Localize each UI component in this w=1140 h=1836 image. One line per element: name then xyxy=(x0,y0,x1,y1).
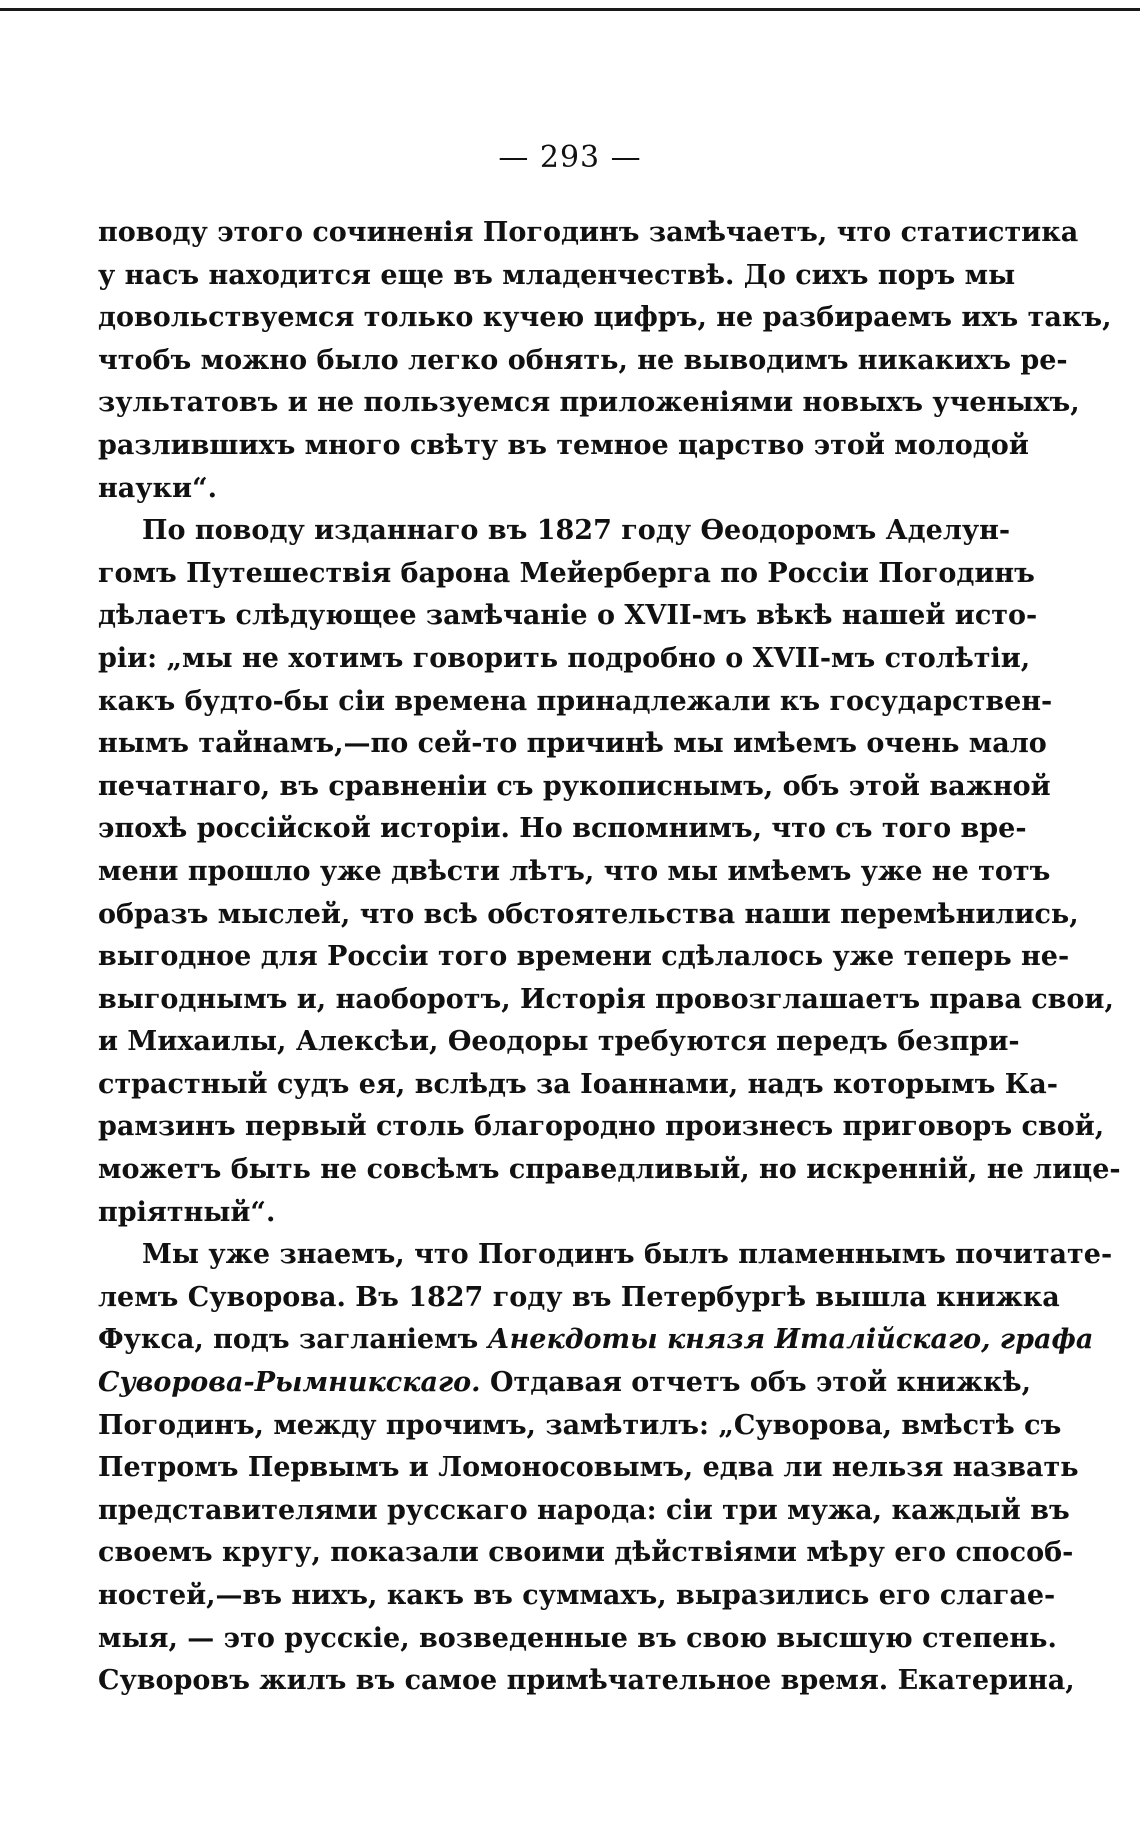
text-line: зультатовъ и не пользуемся приложеніями новыхъ ученыхъ, xyxy=(98,387,1080,419)
text-line: какъ будто-бы сіи времена принадлежали къ государствен- xyxy=(98,685,1053,717)
top-border-rule xyxy=(0,8,1140,11)
text-line-with-title xyxy=(98,1319,1094,1362)
text-line: выгоднымъ и, наоборотъ, Исторія провозглашаетъ права свои, xyxy=(98,983,1114,1015)
text-line: мени прошло уже двѣсти лѣтъ, что мы имѣемъ уже не тотъ xyxy=(98,855,1051,887)
text-line: Петромъ Первымъ и Ломоносовымъ, едва ли нельзя назвать xyxy=(98,1452,1079,1484)
text-line: рамзинъ первый столь благородно произнесъ приговоръ свой, xyxy=(98,1111,1105,1143)
text-line-with-title xyxy=(98,1362,1031,1405)
body-text xyxy=(98,212,1121,1703)
text-line: можетъ быть не совсѣмъ справедливый, но искренній, не лице- xyxy=(98,1154,1121,1186)
text-line: чтобъ можно было легко обнять, не выводимъ никакихъ ре- xyxy=(98,344,1068,376)
text-line: и Михаилы, Алексѣи, Ѳеодоры требуются передъ безпри- xyxy=(98,1026,1020,1058)
paragraph-start-line: По поводу изданнаго въ 1827 году Ѳеодоромъ Аделун- xyxy=(142,515,1011,547)
text-line: нымъ тайнамъ,—по сей-то причинѣ мы имѣемъ очень мало xyxy=(98,728,1047,760)
text-fragment: Фукса, подъ загланіемъ xyxy=(98,1324,479,1356)
text-line: своемъ кругу, показали своими дѣйствіями мѣру его способ- xyxy=(98,1537,1074,1569)
text-line: науки“. xyxy=(98,472,217,504)
text-line: ріи: „мы не хотимъ говорить подробно о XVII-мъ столѣтіи, xyxy=(98,642,1031,674)
text-line: представителями русскаго народа: сіи три мужа, каждый въ xyxy=(98,1494,1070,1526)
text-line: эпохѣ россійской исторіи. Но вспомнимъ, что съ того вре- xyxy=(98,813,1027,845)
text-line: страстный судъ ея, вслѣдъ за Іоаннами, надъ которымъ Ка- xyxy=(98,1068,1058,1100)
text-line: ностей,—въ нихъ, какъ въ суммахъ, выразились его слагае- xyxy=(98,1580,1056,1611)
text-line: у насъ находится еще въ младенчествѣ. До сихъ поръ мы xyxy=(98,259,1016,291)
text-line: образъ мыслей, что всѣ обстоятельства наши перемѣнились, xyxy=(98,898,1079,930)
italic-book-title: Анекдоты князя Италійскаго, графа xyxy=(487,1324,1094,1356)
italic-book-title: Суворова-Рымникскаго. xyxy=(98,1367,481,1399)
paragraph-start-line: Мы уже знаемъ, что Погодинъ былъ пламеннымъ почитате- xyxy=(142,1239,1113,1271)
text-line: мыя, — это русскіе, возведенные въ свою высшую степень. xyxy=(98,1622,1057,1654)
text-line: Погодинъ, между прочимъ, замѣтилъ: „Суворова, вмѣстѣ съ xyxy=(98,1409,1062,1441)
page-number: — 293 — xyxy=(498,140,642,175)
text-line: печатнаго, въ сравненіи съ рукописнымъ, объ этой важной xyxy=(98,770,1051,802)
text-fragment: Отдавая отчетъ объ этой книжкѣ, xyxy=(489,1367,1031,1399)
text-line: довольствуемся только кучею цифръ, не разбираемъ ихъ такъ, xyxy=(98,302,1112,334)
text-line: выгодное для Россіи того времени сдѣлалось уже теперь не- xyxy=(98,941,1070,973)
text-line: лемъ Суворова. Въ 1827 году въ Петербургѣ вышла книжка xyxy=(98,1281,1060,1313)
text-line: пріятный“. xyxy=(98,1196,276,1228)
text-line: гомъ Путешествія барона Мейерберга по Россіи Погодинъ xyxy=(98,557,1035,589)
text-line: Суворовъ жилъ въ самое примѣчательное время. Екатерина, xyxy=(98,1665,1075,1697)
text-line: дѣлаетъ слѣдующее замѣчаніе о XVII-мъ вѣкѣ нашей исто- xyxy=(98,600,1038,632)
text-line: поводу этого сочиненія Погодинъ замѣчаетъ, что статистика xyxy=(98,217,1079,248)
text-line: разлившихъ много свѣту въ темное царство этой молодой xyxy=(98,429,1029,461)
